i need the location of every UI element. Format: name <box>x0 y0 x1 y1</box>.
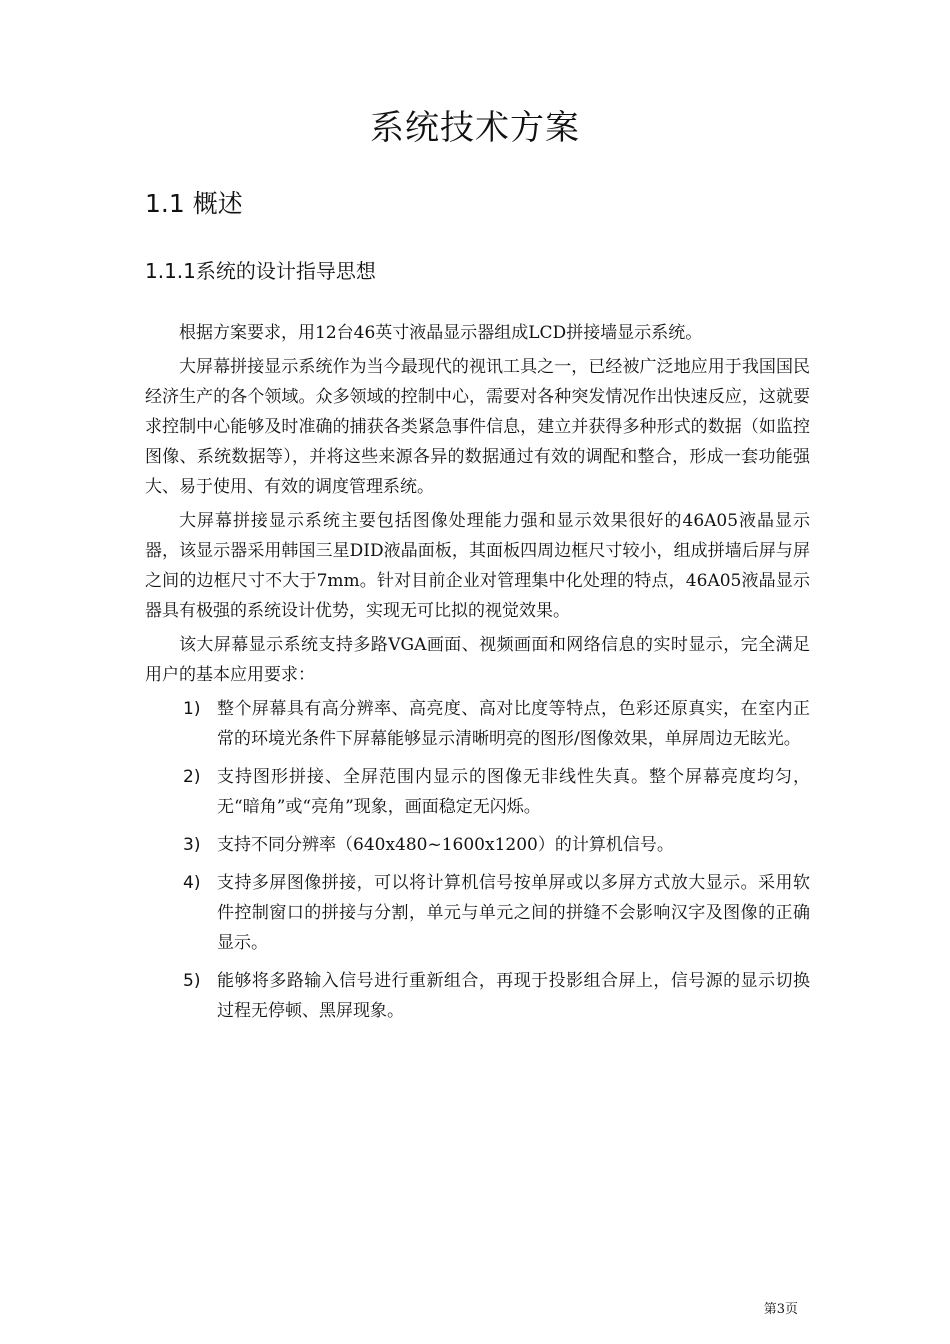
body-text <box>145 318 810 1034</box>
list-item-text: 支持多屏图像拼接，可以将计算机信号按单屏或以多屏方式放大显示。采用软件控制窗口的拼接与分割，单元与单元之间的拼缝不会影响汉字及图像的正确显示。 <box>217 873 810 953</box>
page-number: 第3页 <box>763 1302 798 1317</box>
list-item-number: 2) <box>183 767 201 787</box>
list-item-number: 1) <box>183 699 201 719</box>
list-item-number: 5) <box>183 971 201 991</box>
list-item-text: 支持不同分辨率（640x480~1600x1200）的计算机信号。 <box>217 835 674 855</box>
document-title: 系统技术方案 <box>370 108 580 148</box>
subsection-heading: 1.1.1系统的设计指导思想 <box>145 259 376 283</box>
list-item <box>145 762 810 822</box>
list-item-number: 3) <box>183 835 201 855</box>
paragraph: 大屏幕拼接显示系统主要包括图像处理能力强和显示效果很好的46A05液晶显示器，该显示器采用韩国三星DID液晶面板，其面板四周边框尺寸较小，组成拼墙后屏与屏之间的边框尺寸不大于7mm。针对目前企业对管理集中化处理的特点，46A05液晶显示器具有极强的系统设计优势，实现无可比拟的视觉效果。 <box>145 511 810 621</box>
paragraph: 该大屏幕显示系统支持多路VGA画面、视频画面和网络信息的实时显示，完全满足用户的基本应用要求： <box>145 635 810 685</box>
requirements-list <box>145 694 810 1026</box>
list-item-text: 能够将多路输入信号进行重新组合，再现于投影组合屏上，信号源的显示切换过程无停顿、黑屏现象。 <box>217 971 810 1021</box>
list-item <box>145 830 810 860</box>
list-item-text: 支持图形拼接、全屏范围内显示的图像无非线性失真。整个屏幕亮度均匀，无“暗角”或“亮角”现象，画面稳定无闪烁。 <box>217 767 810 817</box>
section-heading: 1.1 概述 <box>145 189 243 218</box>
list-item-number: 4) <box>183 873 201 893</box>
list-item <box>145 694 810 754</box>
list-item <box>145 966 810 1026</box>
list-item <box>145 868 810 958</box>
list-item-text: 整个屏幕具有高分辨率、高亮度、高对比度等特点，色彩还原真实，在室内正常的环境光条件下屏幕能够显示清晰明亮的图形/图像效果，单屏周边无眩光。 <box>217 699 810 749</box>
paragraph: 大屏幕拼接显示系统作为当今最现代的视讯工具之一，已经被广泛地应用于我国国民经济生产的各个领域。众多领域的控制中心，需要对各种突发情况作出快速反应，这就要求控制中心能够及时准确的捕获各类紧急事件信息，建立并获得多种形式的数据（如监控图像、系统数据等），并将这些来源各异的数据通过有效的调配和整合，形成一套功能强大、易于使用、有效的调度管理系统。 <box>145 357 810 497</box>
paragraph: 根据方案要求，用12台46英寸液晶显示器组成LCD拼接墙显示系统。 <box>179 323 703 343</box>
